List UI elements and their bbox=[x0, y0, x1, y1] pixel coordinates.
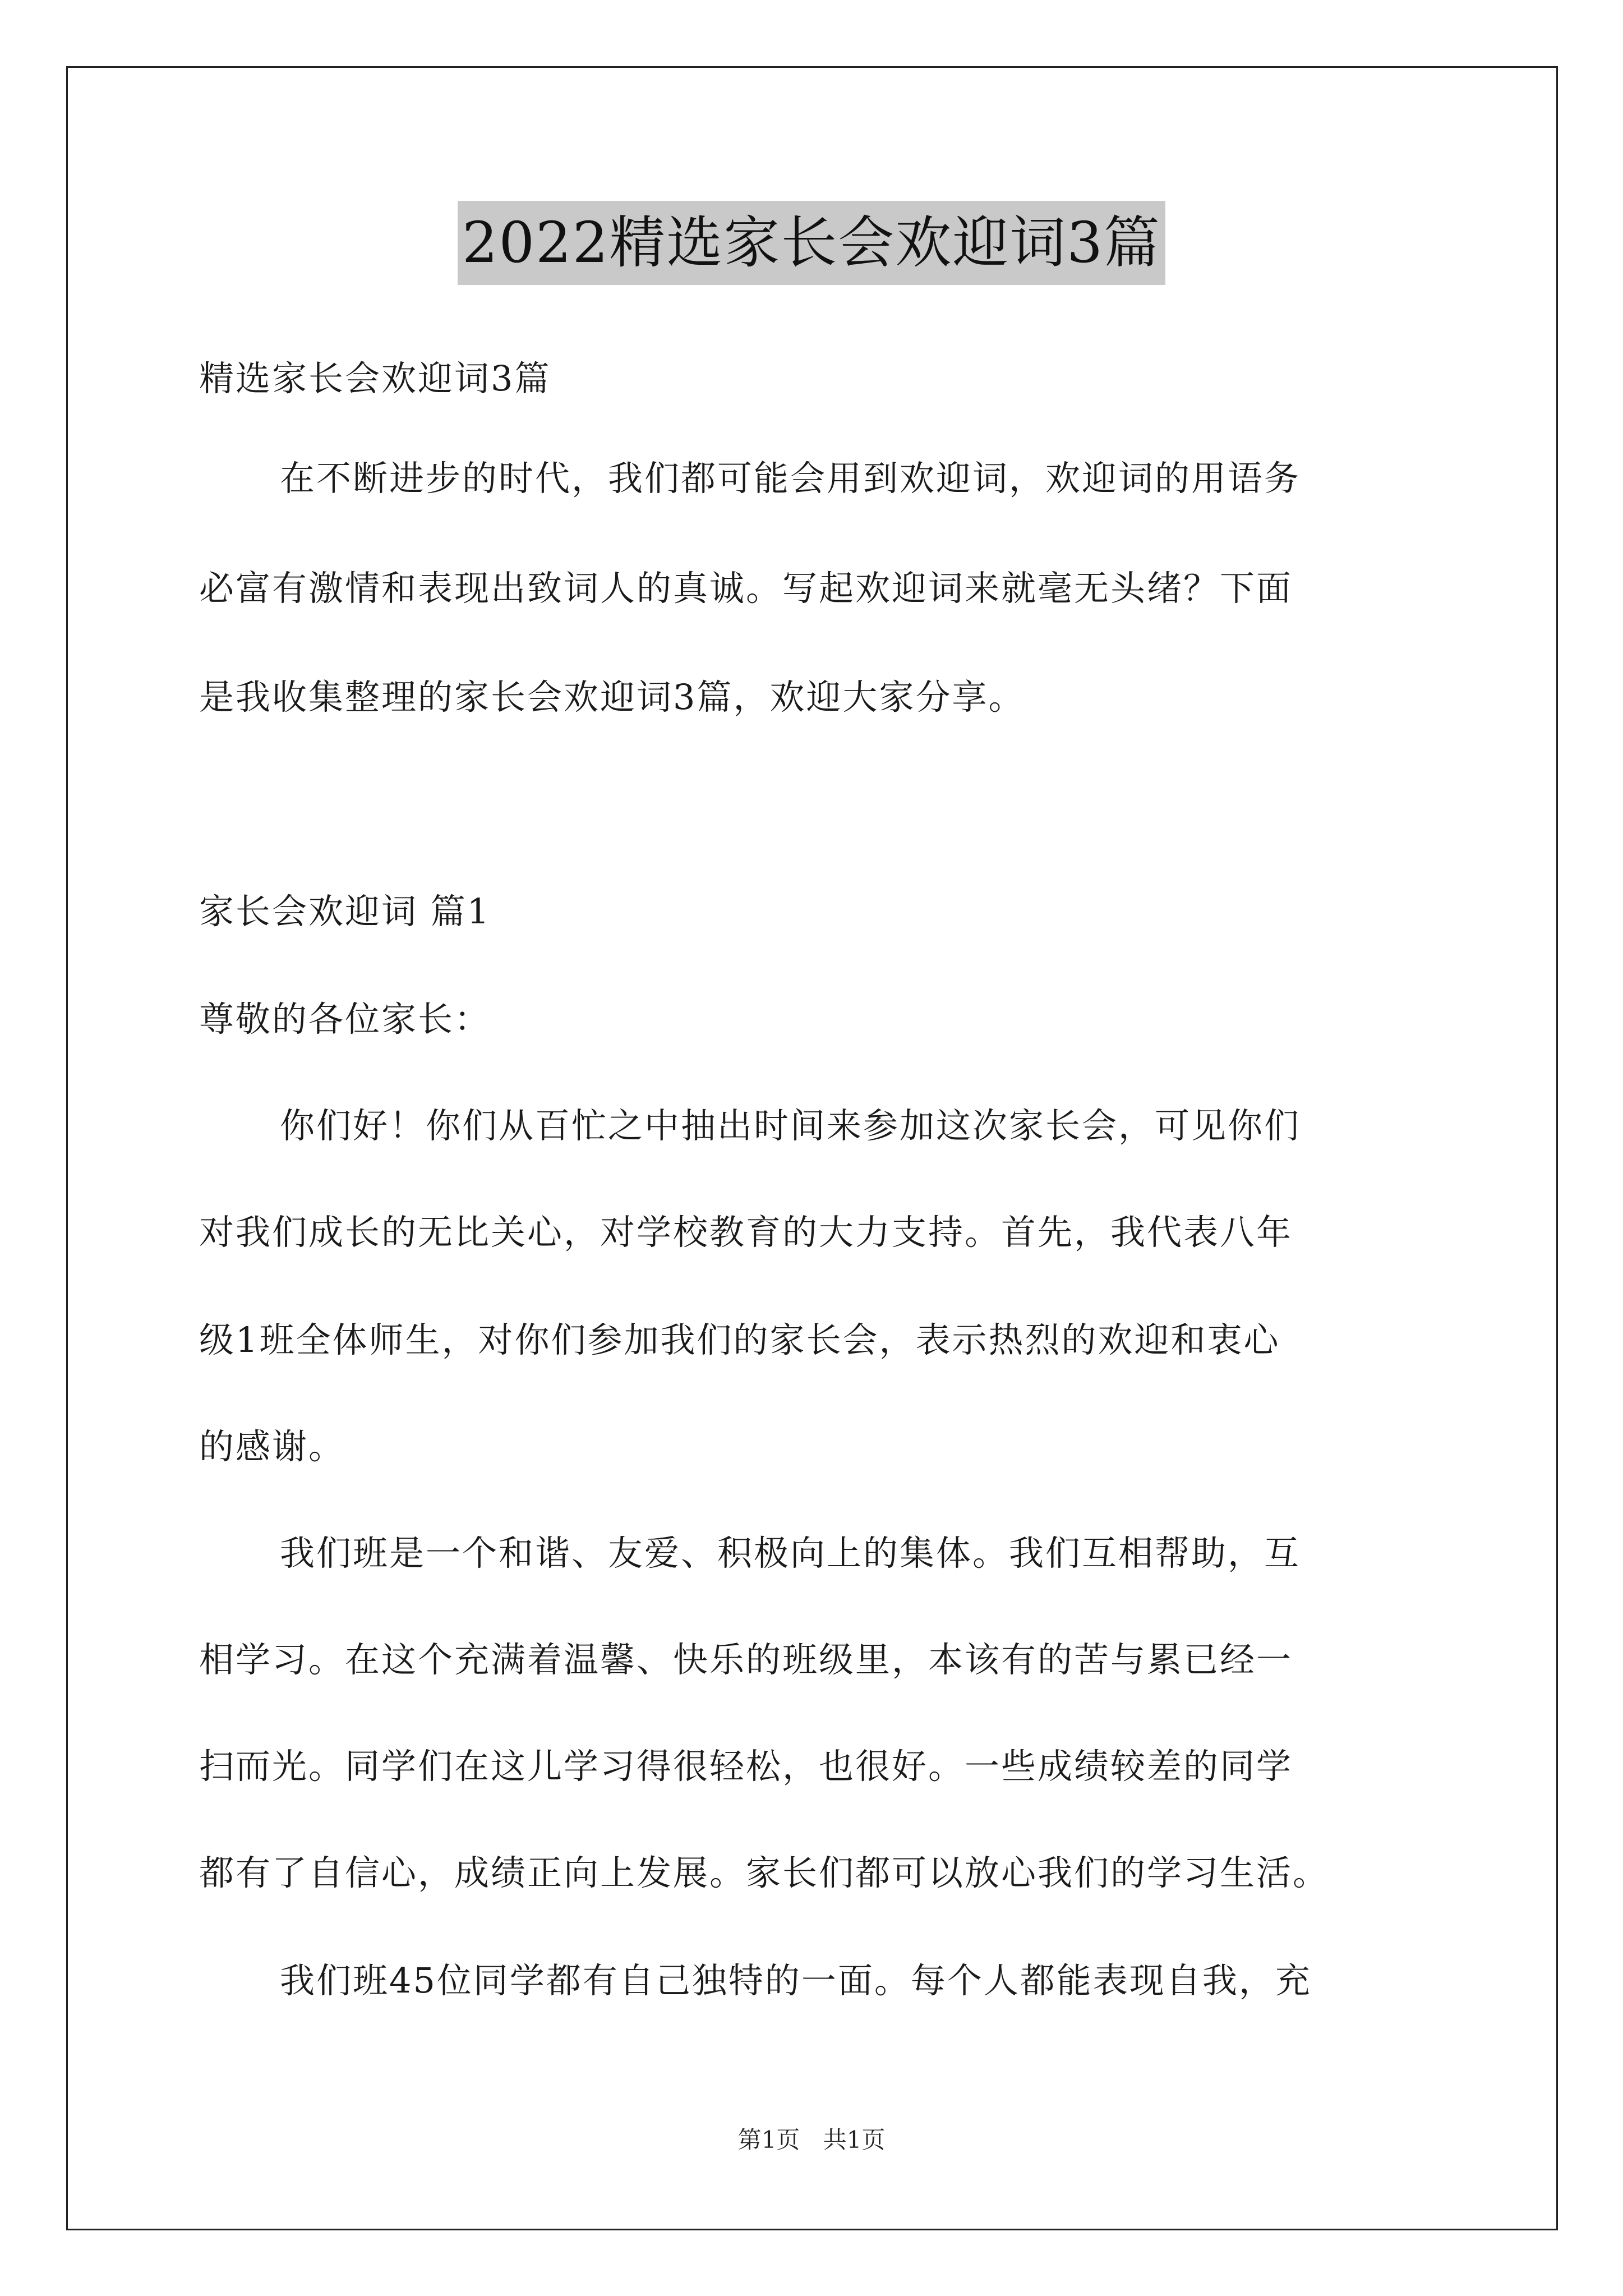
paragraph-line: 对我们成长的无比关心，对学校教育的大力支持。首先，我代表八年 bbox=[199, 1212, 1293, 1253]
paragraph-line: 的感谢。 bbox=[199, 1426, 345, 1467]
paragraph-line: 扫而光。同学们在这儿学习得很轻松，也很好。一些成绩较差的同学 bbox=[199, 1746, 1293, 1787]
intro-line: 是我收集整理的家长会欢迎词3篇，欢迎大家分享。 bbox=[199, 677, 1025, 717]
paragraph-line: 我们班45位同学都有自己独特的一面。每个人都能表现自我，充 bbox=[280, 1960, 1312, 2001]
paragraph-line: 我们班是一个和谐、友爱、积极向上的集体。我们互相帮助，互 bbox=[280, 1533, 1301, 1573]
paragraph-line: 都有了自信心，成绩正向上发展。家长们都可以放心我们的学习生活。 bbox=[199, 1852, 1330, 1893]
section-heading: 家长会欢迎词 篇1 bbox=[199, 891, 491, 932]
page-footer bbox=[0, 2123, 1623, 2157]
page-number: 第1页 bbox=[737, 2126, 800, 2154]
paragraph-line: 相学习。在这个充满着温馨、快乐的班级里，本该有的苦与累已经一 bbox=[199, 1639, 1293, 1680]
intro-line: 在不断进步的时代，我们都可能会用到欢迎词，欢迎词的用语务 bbox=[280, 458, 1301, 499]
salutation: 尊敬的各位家长： bbox=[199, 999, 491, 1039]
title-container bbox=[0, 201, 1623, 285]
paragraph-line: 你们好！你们从百忙之中抽出时间来参加这次家长会，可见你们 bbox=[280, 1105, 1301, 1146]
paragraph-line: 级1班全体师生，对你们参加我们的家长会，表示热烈的欢迎和衷心 bbox=[199, 1319, 1280, 1360]
intro-line: 必富有激情和表现出致词人的真诚。写起欢迎词来就毫无头绪？下面 bbox=[199, 568, 1293, 609]
page-total: 共1页 bbox=[823, 2126, 886, 2154]
document-subtitle: 精选家长会欢迎词3篇 bbox=[199, 358, 551, 399]
document-title: 2022精选家长会欢迎词3篇 bbox=[458, 201, 1165, 285]
